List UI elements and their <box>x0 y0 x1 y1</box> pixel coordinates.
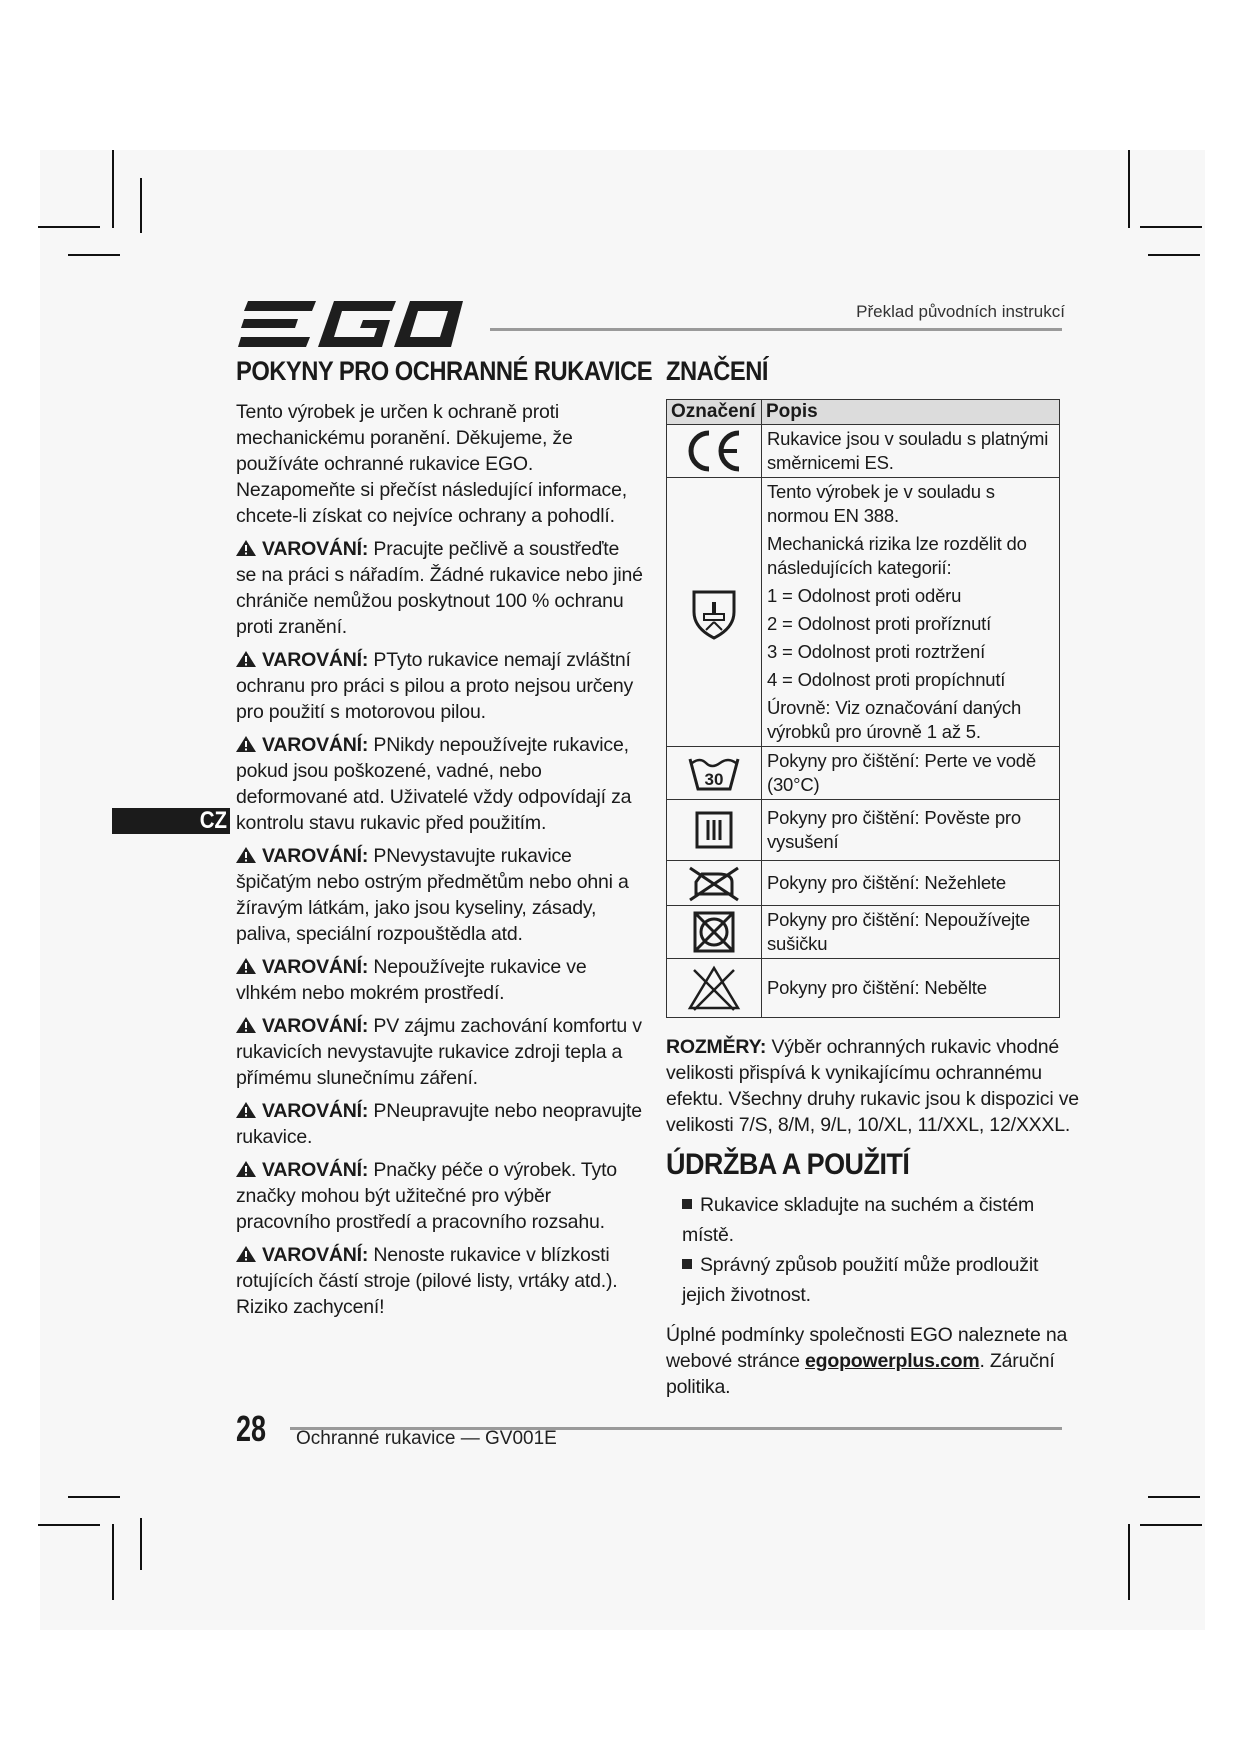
warning-label: VAROVÁNÍ: <box>262 538 369 560</box>
crop-mark <box>1128 1524 1130 1600</box>
crop-mark <box>140 1518 142 1570</box>
warning-triangle-icon <box>236 1102 256 1118</box>
warning-label: VAROVÁNÍ: <box>262 956 369 978</box>
table-row <box>667 425 1060 478</box>
warning-label: VAROVÁNÍ: <box>262 1015 369 1037</box>
symbol-cell <box>667 425 762 478</box>
crop-mark <box>68 1496 120 1498</box>
warning-item <box>236 536 644 640</box>
description-line: Pokyny pro čištění: Nebělte <box>767 977 987 998</box>
crop-mark <box>1148 1496 1200 1498</box>
warning-text: PNevystavujte rukavice špičatým nebo ostrým předmětům nebo ohni a žíravým látkám, jako jsou kyseliny, zásady, paliva, speciální rozpouštědla atd. <box>236 845 629 945</box>
markings-title: ZNAČENÍ <box>666 356 768 386</box>
warning-label: VAROVÁNÍ: <box>262 845 369 867</box>
description-line: Pokyny pro čištění: Pověste pro vysušení <box>767 807 1021 852</box>
intro-paragraph: Tento výrobek je určen k ochraně proti mechanickému poranění. Děkujeme, že používáte ochranné rukavice EGO. Nezapomeňte si přečíst následující informace, chcete-li získat co nejvíce ochrany a pohodlí. <box>236 401 627 527</box>
description-line: Rukavice jsou v souladu s platnými směrnicemi ES. <box>767 428 1049 473</box>
line-dry-icon <box>694 810 734 850</box>
warning-text: Nepoužívejte rukavice ve vlhkém nebo mokrém prostředí. <box>236 956 587 1004</box>
page-number: 28 <box>236 1408 267 1449</box>
crop-mark <box>38 1524 100 1526</box>
description-cell <box>762 747 1060 800</box>
warning-item <box>236 1242 644 1320</box>
ego-logo <box>238 298 463 350</box>
warning-triangle-icon <box>236 540 256 556</box>
symbol-cell <box>667 906 762 959</box>
header-note: Překlad původních instrukcí <box>856 302 1065 321</box>
wash-30-icon <box>686 753 742 793</box>
crop-mark <box>1128 150 1130 228</box>
warning-text: PNikdy nepoužívejte rukavice, pokud jsou poškozené, vadné, nebo deformované atd. Uživatelé vždy odpovídají za kontrolu stavu rukavic před použitím. <box>236 734 632 834</box>
crop-mark <box>38 226 100 228</box>
warning-triangle-icon <box>236 1017 256 1033</box>
glove-instructions-title: POKYNY PRO OCHRANNÉ RUKAVICE <box>236 356 653 386</box>
warning-item <box>236 732 644 836</box>
description-line: Pokyny pro čištění: Nepoužívejte sušičku <box>767 909 1031 954</box>
list-item <box>682 1190 1086 1250</box>
warning-triangle-icon <box>236 958 256 974</box>
symbol-cell <box>667 861 762 906</box>
terms-text: Úplné podmínky společnosti EGO naleznete na webové stránce <box>666 1324 1068 1372</box>
sizes-label: ROZMĚRY: <box>666 1036 767 1058</box>
footer-title: Ochranné rukavice — GV001E <box>296 1428 557 1449</box>
warning-text: Nenoste rukavice v blízkosti rotujících částí stroje (pilové listy, vrtáky atd.). Riziko zachycení! <box>236 1244 618 1318</box>
ce-mark-icon <box>685 429 743 473</box>
bullet-square-icon <box>682 1199 692 1209</box>
warning-triangle-icon <box>236 1246 256 1262</box>
symbol-cell <box>667 747 762 800</box>
warning-text: Pnačky péče o výrobek. Tyto značky mohou být užitečné pro výběr pracovního prostředí a pracovního rozsahu. <box>236 1159 617 1233</box>
left-column <box>236 356 653 1327</box>
description-line: Úrovně: Viz označování daných výrobků pro úrovně 1 až 5. <box>767 697 1022 742</box>
maintenance-title: ÚDRŽBA A POUŽITÍ <box>666 1148 910 1181</box>
warning-label: VAROVÁNÍ: <box>262 1100 369 1122</box>
table-row <box>667 800 1060 861</box>
warning-item <box>236 1098 644 1150</box>
language-tab-label: CZ <box>199 807 227 834</box>
sizes-text: Výběr ochranných rukavic vhodné velikosti přispívá k vynikajícímu ochrannému efektu. Všechny druhy rukavic jsou k dispozici ve velikosti 7/S, 8/M, 9/L, 10/XL, 11/XXL, 12/XXXL. <box>666 1036 1079 1136</box>
warning-item <box>236 1157 644 1235</box>
warning-item <box>236 843 644 947</box>
markings-table-header <box>667 400 1060 425</box>
crop-mark <box>68 254 120 256</box>
terms-paragraph <box>666 1322 1086 1400</box>
warning-triangle-icon <box>236 651 256 667</box>
warning-text: PNeupravujte nebo neopravujte rukavice. <box>236 1100 642 1148</box>
markings-table <box>666 399 1060 1018</box>
warning-label: VAROVÁNÍ: <box>262 649 369 671</box>
list-item-text: Správný způsob použití může prodloužit jejich životnost. <box>682 1254 1039 1306</box>
col-desc-header: Popis <box>762 400 1060 425</box>
description-cell <box>762 861 1060 906</box>
description-line: 2 = Odolnost proti proříznutí <box>767 613 992 634</box>
description-cell <box>762 425 1060 478</box>
language-tab <box>112 808 230 834</box>
warning-text: PV zájmu zachování komfortu v rukavicích nevystavujte rukavice zdroji tepla a přímému slunečnímu záření. <box>236 1015 642 1089</box>
warning-item <box>236 954 644 1006</box>
table-row <box>667 747 1060 800</box>
warning-item <box>236 1013 644 1091</box>
bullet-square-icon <box>682 1259 692 1269</box>
description-line: Mechanická rizika lze rozdělit do následujících kategorií: <box>767 533 1027 578</box>
warning-text: PTyto rukavice nemají zvláštní ochranu pro práci s pilou a proto nejsou určeny pro použití s motorovou pilou. <box>236 649 634 723</box>
col-symbol-header: Označení <box>667 400 762 425</box>
table-row <box>667 906 1060 959</box>
ego-logo-text: EGO <box>238 298 241 299</box>
website-link[interactable]: egopowerplus.com <box>805 1350 980 1372</box>
description-cell <box>762 906 1060 959</box>
description-cell <box>762 959 1060 1018</box>
no-iron-icon <box>686 864 742 902</box>
header-rule <box>490 328 1062 331</box>
description-line: Pokyny pro čištění: Nežehlete <box>767 872 1006 893</box>
list-item <box>682 1250 1086 1310</box>
table-row <box>667 478 1060 747</box>
no-bleach-icon <box>686 964 742 1012</box>
maintenance-list <box>666 1190 1086 1310</box>
crop-mark <box>140 178 142 233</box>
description-cell <box>762 800 1060 861</box>
crop-mark <box>1140 1524 1202 1526</box>
sizes-paragraph <box>666 1034 1086 1138</box>
description-line: Tento výrobek je v souladu s normou EN 388. <box>767 481 995 526</box>
warnings-list <box>236 536 644 1320</box>
crop-mark <box>1140 226 1202 228</box>
warning-triangle-icon <box>236 1161 256 1177</box>
terms-text-end: . Záruční politika. <box>666 1350 1055 1398</box>
description-line: 3 = Odolnost proti roztržení <box>767 641 986 662</box>
description-line: 4 = Odolnost proti propíchnutí <box>767 669 1006 690</box>
warning-text: Pracujte pečlivě a soustřeďte se na práci s nářadím. Žádné rukavice nebo jiné chrániče nemůžou poskytnout 100 % ochranu proti zranění. <box>236 538 643 638</box>
warning-label: VAROVÁNÍ: <box>262 1159 369 1181</box>
symbol-cell <box>667 478 762 747</box>
crop-mark <box>1148 254 1200 256</box>
warning-triangle-icon <box>236 847 256 863</box>
warning-item <box>236 647 644 725</box>
symbol-cell <box>667 800 762 861</box>
warning-triangle-icon <box>236 736 256 752</box>
table-row <box>667 959 1060 1018</box>
description-line: 1 = Odolnost proti oděru <box>767 585 962 606</box>
crop-mark <box>112 150 114 228</box>
right-column <box>666 356 1086 1420</box>
description-cell <box>762 478 1060 747</box>
warning-label: VAROVÁNÍ: <box>262 1244 369 1266</box>
en388-shield-icon <box>686 584 742 640</box>
wash-temp-text: 30 <box>704 770 724 789</box>
list-item-text: Rukavice skladujte na suchém a čistém místě. <box>682 1194 1035 1246</box>
no-tumble-dry-icon <box>692 910 736 954</box>
description-line: Pokyny pro čištění: Perte ve vodě (30°C) <box>767 750 1036 795</box>
table-row <box>667 861 1060 906</box>
crop-mark <box>112 1524 114 1600</box>
symbol-cell <box>667 959 762 1018</box>
warning-label: VAROVÁNÍ: <box>262 734 369 756</box>
